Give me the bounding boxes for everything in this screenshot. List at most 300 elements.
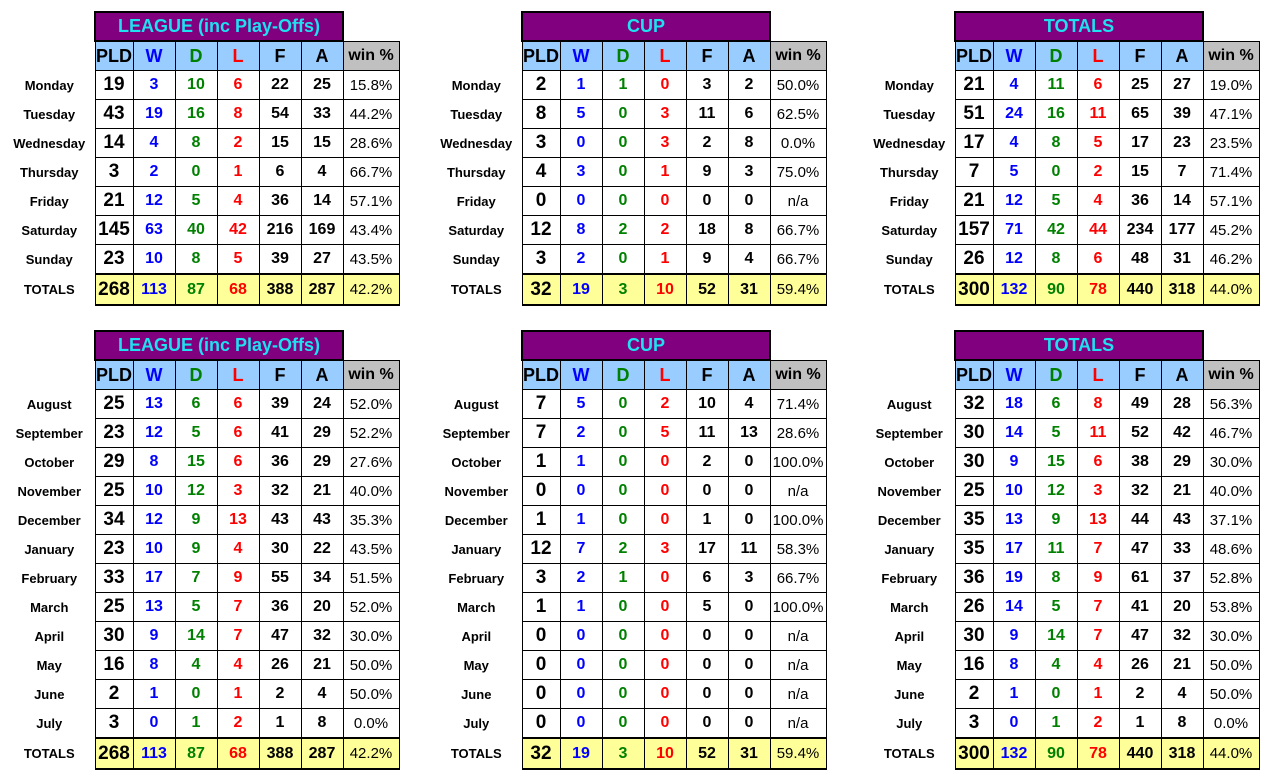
cell-l: 3 xyxy=(644,129,686,158)
cell-w: 10 xyxy=(133,245,175,275)
cell-pld: 30 xyxy=(955,448,993,477)
cell-w: 3 xyxy=(133,71,175,100)
cell-w: 13 xyxy=(993,506,1035,535)
table-row xyxy=(4,622,399,651)
cell-d: 0 xyxy=(1035,680,1077,709)
cell-pld: 25 xyxy=(95,477,133,506)
table-row xyxy=(431,71,826,100)
cell-winpct: 56.3% xyxy=(1203,390,1259,419)
cell-l: 4 xyxy=(1077,651,1119,680)
cell-pld: 30 xyxy=(95,622,133,651)
cell-w: 13 xyxy=(133,390,175,419)
cell-w: 0 xyxy=(133,709,175,739)
cell-d: 0 xyxy=(602,680,644,709)
cell-w: 0 xyxy=(560,187,602,216)
cell-a: 287 xyxy=(301,738,343,769)
cell-d: 40 xyxy=(175,216,217,245)
cell-pld: 26 xyxy=(955,593,993,622)
row-label: Monday xyxy=(884,77,934,93)
table-row xyxy=(431,100,826,129)
cell-d: 90 xyxy=(1035,274,1077,305)
column-header-winpct: win % xyxy=(770,41,826,71)
column-header-a: A xyxy=(301,360,343,390)
cell-pld: 16 xyxy=(95,651,133,680)
column-header-w: W xyxy=(560,360,602,390)
column-header-pld: PLD xyxy=(955,41,993,71)
column-header-d: D xyxy=(602,360,644,390)
cell-pld: 1 xyxy=(522,448,560,477)
cell-l: 5 xyxy=(217,245,259,275)
cell-winpct: 30.0% xyxy=(343,622,399,651)
column-header-d: D xyxy=(1035,41,1077,71)
cell-f: 15 xyxy=(1119,158,1161,187)
cell-pld: 3 xyxy=(522,564,560,593)
cell-w: 8 xyxy=(993,651,1035,680)
cell-d: 0 xyxy=(602,477,644,506)
totals-label: TOTALS xyxy=(23,746,75,761)
totals-row xyxy=(4,738,399,769)
cell-w: 2 xyxy=(560,564,602,593)
cell-a: 2 xyxy=(728,71,770,100)
cell-f: 1 xyxy=(1119,709,1161,739)
cell-f: 234 xyxy=(1119,216,1161,245)
row-label: Sunday xyxy=(885,251,933,267)
cell-d: 0 xyxy=(602,419,644,448)
column-header-f: F xyxy=(259,41,301,71)
cell-pld: 268 xyxy=(95,274,133,305)
cell-winpct: 58.3% xyxy=(770,535,826,564)
cell-winpct: 57.1% xyxy=(343,187,399,216)
cell-pld: 0 xyxy=(522,680,560,709)
row-label: January xyxy=(451,541,502,557)
cell-l: 6 xyxy=(1077,71,1119,100)
cell-a: 33 xyxy=(1161,535,1203,564)
cell-a: 8 xyxy=(301,709,343,739)
column-header-a: A xyxy=(728,360,770,390)
cell-pld: 7 xyxy=(955,158,993,187)
cell-f: 52 xyxy=(686,274,728,305)
cell-f: 54 xyxy=(259,100,301,129)
cell-pld: 0 xyxy=(522,709,560,739)
table-row xyxy=(864,593,1259,622)
cell-f: 30 xyxy=(259,535,301,564)
cell-winpct: 0.0% xyxy=(770,129,826,158)
cell-l: 6 xyxy=(217,448,259,477)
cell-f: 11 xyxy=(686,100,728,129)
cell-l: 4 xyxy=(1077,187,1119,216)
row-label: December xyxy=(877,512,941,528)
cell-winpct: 52.2% xyxy=(343,419,399,448)
cell-pld: 4 xyxy=(522,158,560,187)
column-header-d: D xyxy=(175,41,217,71)
cell-a: 31 xyxy=(728,274,770,305)
cell-w: 1 xyxy=(560,506,602,535)
cell-f: 65 xyxy=(1119,100,1161,129)
column-header-f: F xyxy=(1119,360,1161,390)
row-label: Sunday xyxy=(452,251,500,267)
blank-cell xyxy=(864,12,955,41)
table-row xyxy=(4,129,399,158)
cell-w: 24 xyxy=(993,100,1035,129)
cell-a: 318 xyxy=(1161,738,1203,769)
totals-label: TOTALS xyxy=(450,746,502,761)
cell-d: 5 xyxy=(1035,187,1077,216)
row-label: Thursday xyxy=(19,164,79,180)
cell-l: 2 xyxy=(644,216,686,245)
cell-a: 0 xyxy=(728,651,770,680)
cell-l: 0 xyxy=(644,564,686,593)
cell-l: 7 xyxy=(1077,622,1119,651)
cell-l: 6 xyxy=(217,390,259,419)
table-title: LEAGUE (inc Play-Offs) xyxy=(95,12,343,41)
cell-d: 9 xyxy=(175,535,217,564)
table-row xyxy=(431,245,826,275)
cell-f: 216 xyxy=(259,216,301,245)
cell-d: 14 xyxy=(1035,622,1077,651)
cell-l: 0 xyxy=(644,622,686,651)
cell-winpct: 66.7% xyxy=(770,245,826,275)
cell-a: 4 xyxy=(301,680,343,709)
cell-f: 18 xyxy=(686,216,728,245)
cell-winpct: 30.0% xyxy=(1203,448,1259,477)
cell-w: 1 xyxy=(993,680,1035,709)
cell-l: 7 xyxy=(217,622,259,651)
cell-a: 3 xyxy=(728,158,770,187)
weekday-cup-table xyxy=(431,11,827,306)
blank-cell xyxy=(1203,331,1259,360)
column-header-w: W xyxy=(993,360,1035,390)
row-label: Monday xyxy=(451,77,501,93)
cell-pld: 7 xyxy=(522,419,560,448)
cell-winpct: 50.0% xyxy=(343,680,399,709)
cell-winpct: n/a xyxy=(770,187,826,216)
cell-w: 132 xyxy=(993,274,1035,305)
column-header-l: L xyxy=(644,41,686,71)
cell-f: 32 xyxy=(1119,477,1161,506)
cell-winpct: 50.0% xyxy=(1203,680,1259,709)
blank-cell xyxy=(431,41,522,71)
cell-d: 11 xyxy=(1035,71,1077,100)
blank-cell xyxy=(4,12,95,41)
cell-l: 2 xyxy=(1077,709,1119,739)
table-row xyxy=(431,535,826,564)
cell-w: 2 xyxy=(133,158,175,187)
cell-w: 19 xyxy=(560,738,602,769)
cell-winpct: 52.8% xyxy=(1203,564,1259,593)
cell-l: 0 xyxy=(644,593,686,622)
cell-l: 2 xyxy=(1077,158,1119,187)
cell-w: 0 xyxy=(560,709,602,739)
cell-w: 2 xyxy=(560,419,602,448)
cell-a: 4 xyxy=(728,390,770,419)
table-row xyxy=(431,129,826,158)
cell-pld: 7 xyxy=(522,390,560,419)
cell-pld: 3 xyxy=(95,158,133,187)
column-header-pld: PLD xyxy=(522,360,560,390)
table-row xyxy=(4,187,399,216)
cell-l: 0 xyxy=(644,709,686,739)
cell-winpct: 66.7% xyxy=(343,158,399,187)
table-row xyxy=(864,419,1259,448)
table-row xyxy=(864,535,1259,564)
cell-a: 8 xyxy=(1161,709,1203,739)
cell-a: 42 xyxy=(1161,419,1203,448)
cell-w: 12 xyxy=(133,187,175,216)
table-row xyxy=(431,506,826,535)
cell-pld: 21 xyxy=(955,71,993,100)
cell-winpct: 30.0% xyxy=(1203,622,1259,651)
cell-d: 0 xyxy=(602,100,644,129)
row-label: October xyxy=(884,454,935,470)
cell-d: 5 xyxy=(1035,419,1077,448)
cell-f: 5 xyxy=(686,593,728,622)
cell-a: 31 xyxy=(1161,245,1203,275)
cell-d: 14 xyxy=(175,622,217,651)
cell-d: 1 xyxy=(602,564,644,593)
cell-pld: 29 xyxy=(95,448,133,477)
cell-w: 9 xyxy=(133,622,175,651)
cell-d: 6 xyxy=(1035,390,1077,419)
column-header-f: F xyxy=(259,360,301,390)
cell-w: 17 xyxy=(993,535,1035,564)
cell-f: 49 xyxy=(1119,390,1161,419)
cell-winpct: 43.5% xyxy=(343,245,399,275)
blank-cell xyxy=(343,12,399,41)
cell-a: 39 xyxy=(1161,100,1203,129)
cell-w: 10 xyxy=(133,477,175,506)
cell-f: 2 xyxy=(686,448,728,477)
table-row xyxy=(431,564,826,593)
cell-a: 7 xyxy=(1161,158,1203,187)
month-cup-table xyxy=(431,330,827,770)
cell-w: 71 xyxy=(993,216,1035,245)
cell-w: 10 xyxy=(993,477,1035,506)
cell-pld: 3 xyxy=(95,709,133,739)
cell-f: 38 xyxy=(1119,448,1161,477)
cell-l: 0 xyxy=(644,187,686,216)
blank-cell xyxy=(770,12,826,41)
cell-winpct: 35.3% xyxy=(343,506,399,535)
cell-w: 0 xyxy=(560,651,602,680)
month-totals-table xyxy=(864,330,1260,770)
cell-a: 3 xyxy=(728,564,770,593)
blank-cell xyxy=(4,331,95,360)
cell-l: 0 xyxy=(644,477,686,506)
cell-w: 5 xyxy=(993,158,1035,187)
cell-w: 132 xyxy=(993,738,1035,769)
cell-pld: 1 xyxy=(522,506,560,535)
cell-f: 0 xyxy=(686,187,728,216)
cell-l: 68 xyxy=(217,738,259,769)
cell-l: 7 xyxy=(1077,535,1119,564)
cell-winpct: 0.0% xyxy=(1203,709,1259,739)
blank-cell xyxy=(431,331,522,360)
column-header-f: F xyxy=(686,360,728,390)
cell-winpct: 75.0% xyxy=(770,158,826,187)
cell-d: 0 xyxy=(175,158,217,187)
table-title: LEAGUE (inc Play-Offs) xyxy=(95,331,343,360)
cell-winpct: 37.1% xyxy=(1203,506,1259,535)
cell-pld: 43 xyxy=(95,100,133,129)
row-label: September xyxy=(15,425,83,441)
cell-winpct: n/a xyxy=(770,709,826,739)
cell-pld: 12 xyxy=(522,535,560,564)
cell-pld: 23 xyxy=(95,245,133,275)
table-row xyxy=(864,390,1259,419)
cell-d: 9 xyxy=(175,506,217,535)
column-header-f: F xyxy=(1119,41,1161,71)
cell-winpct: 100.0% xyxy=(770,593,826,622)
row-label: June xyxy=(461,686,492,702)
cell-pld: 14 xyxy=(95,129,133,158)
cell-a: 14 xyxy=(1161,187,1203,216)
table-row xyxy=(4,448,399,477)
table-title: TOTALS xyxy=(955,12,1203,41)
column-header-a: A xyxy=(301,41,343,71)
cell-a: 4 xyxy=(301,158,343,187)
cell-a: 4 xyxy=(728,245,770,275)
cell-winpct: 50.0% xyxy=(770,71,826,100)
table-row xyxy=(4,680,399,709)
cell-d: 0 xyxy=(602,651,644,680)
row-label: Tuesday xyxy=(23,106,76,122)
cell-l: 8 xyxy=(1077,390,1119,419)
cell-pld: 51 xyxy=(955,100,993,129)
cell-w: 8 xyxy=(133,651,175,680)
cell-f: 1 xyxy=(686,506,728,535)
cell-winpct: 40.0% xyxy=(1203,477,1259,506)
column-header-l: L xyxy=(217,360,259,390)
table-row xyxy=(4,506,399,535)
cell-w: 1 xyxy=(560,71,602,100)
cell-f: 17 xyxy=(1119,129,1161,158)
cell-a: 8 xyxy=(728,216,770,245)
table-row xyxy=(864,709,1259,739)
table-row xyxy=(864,129,1259,158)
cell-d: 8 xyxy=(175,129,217,158)
cell-w: 13 xyxy=(133,593,175,622)
cell-f: 48 xyxy=(1119,245,1161,275)
row-label: July xyxy=(36,715,63,731)
column-header-d: D xyxy=(602,41,644,71)
cell-a: 27 xyxy=(1161,71,1203,100)
totals-label: TOTALS xyxy=(883,282,935,297)
cell-pld: 32 xyxy=(955,390,993,419)
column-header-winpct: win % xyxy=(1203,41,1259,71)
cell-w: 0 xyxy=(560,129,602,158)
table-row xyxy=(431,390,826,419)
cell-a: 43 xyxy=(301,506,343,535)
cell-l: 1 xyxy=(1077,680,1119,709)
totals-label: TOTALS xyxy=(23,282,75,297)
cell-pld: 25 xyxy=(95,593,133,622)
cell-winpct: 46.2% xyxy=(1203,245,1259,275)
cell-l: 13 xyxy=(217,506,259,535)
cell-d: 16 xyxy=(175,100,217,129)
blank-cell xyxy=(770,331,826,360)
table-row xyxy=(4,216,399,245)
table-row xyxy=(864,477,1259,506)
cell-a: 287 xyxy=(301,274,343,305)
row-label: December xyxy=(444,512,508,528)
table-row xyxy=(431,680,826,709)
cell-f: 47 xyxy=(259,622,301,651)
cell-d: 1 xyxy=(602,71,644,100)
cell-w: 5 xyxy=(560,100,602,129)
cell-f: 39 xyxy=(259,390,301,419)
cell-winpct: n/a xyxy=(770,651,826,680)
row-label: August xyxy=(26,396,72,412)
table-row xyxy=(4,477,399,506)
cell-winpct: 42.2% xyxy=(343,738,399,769)
cell-w: 19 xyxy=(133,100,175,129)
cell-winpct: 52.0% xyxy=(343,593,399,622)
cell-a: 11 xyxy=(728,535,770,564)
cell-f: 15 xyxy=(259,129,301,158)
totals-row xyxy=(864,738,1259,769)
cell-f: 9 xyxy=(686,245,728,275)
row-label: Monday xyxy=(24,77,74,93)
blank-cell xyxy=(1203,12,1259,41)
table-row xyxy=(431,477,826,506)
table-row xyxy=(864,564,1259,593)
cell-pld: 3 xyxy=(955,709,993,739)
cell-winpct: 48.6% xyxy=(1203,535,1259,564)
cell-a: 4 xyxy=(1161,680,1203,709)
cell-l: 2 xyxy=(217,129,259,158)
cell-l: 6 xyxy=(217,71,259,100)
cell-f: 388 xyxy=(259,738,301,769)
cell-a: 318 xyxy=(1161,274,1203,305)
cell-a: 21 xyxy=(1161,651,1203,680)
table-row xyxy=(4,100,399,129)
table-row xyxy=(431,158,826,187)
cell-winpct: 0.0% xyxy=(343,709,399,739)
row-label: July xyxy=(463,715,490,731)
cell-w: 12 xyxy=(993,187,1035,216)
cell-l: 8 xyxy=(217,100,259,129)
cell-f: 25 xyxy=(1119,71,1161,100)
cell-pld: 2 xyxy=(522,71,560,100)
cell-winpct: 50.0% xyxy=(1203,651,1259,680)
cell-winpct: 100.0% xyxy=(770,506,826,535)
cell-pld: 0 xyxy=(522,187,560,216)
cell-d: 0 xyxy=(602,187,644,216)
cell-d: 6 xyxy=(175,390,217,419)
cell-f: 0 xyxy=(686,680,728,709)
cell-winpct: 71.4% xyxy=(1203,158,1259,187)
cell-d: 15 xyxy=(1035,448,1077,477)
cell-pld: 21 xyxy=(95,187,133,216)
row-label: Friday xyxy=(889,193,929,209)
table-row xyxy=(4,651,399,680)
cell-pld: 145 xyxy=(95,216,133,245)
totals-row xyxy=(864,274,1259,305)
column-header-pld: PLD xyxy=(955,360,993,390)
column-header-l: L xyxy=(217,41,259,71)
cell-d: 42 xyxy=(1035,216,1077,245)
cell-d: 5 xyxy=(175,419,217,448)
cell-a: 0 xyxy=(728,709,770,739)
cell-l: 3 xyxy=(1077,477,1119,506)
cell-l: 68 xyxy=(217,274,259,305)
column-header-winpct: win % xyxy=(343,41,399,71)
cell-w: 14 xyxy=(993,419,1035,448)
cell-d: 12 xyxy=(1035,477,1077,506)
cell-f: 388 xyxy=(259,274,301,305)
row-label: December xyxy=(17,512,81,528)
cell-l: 4 xyxy=(217,187,259,216)
